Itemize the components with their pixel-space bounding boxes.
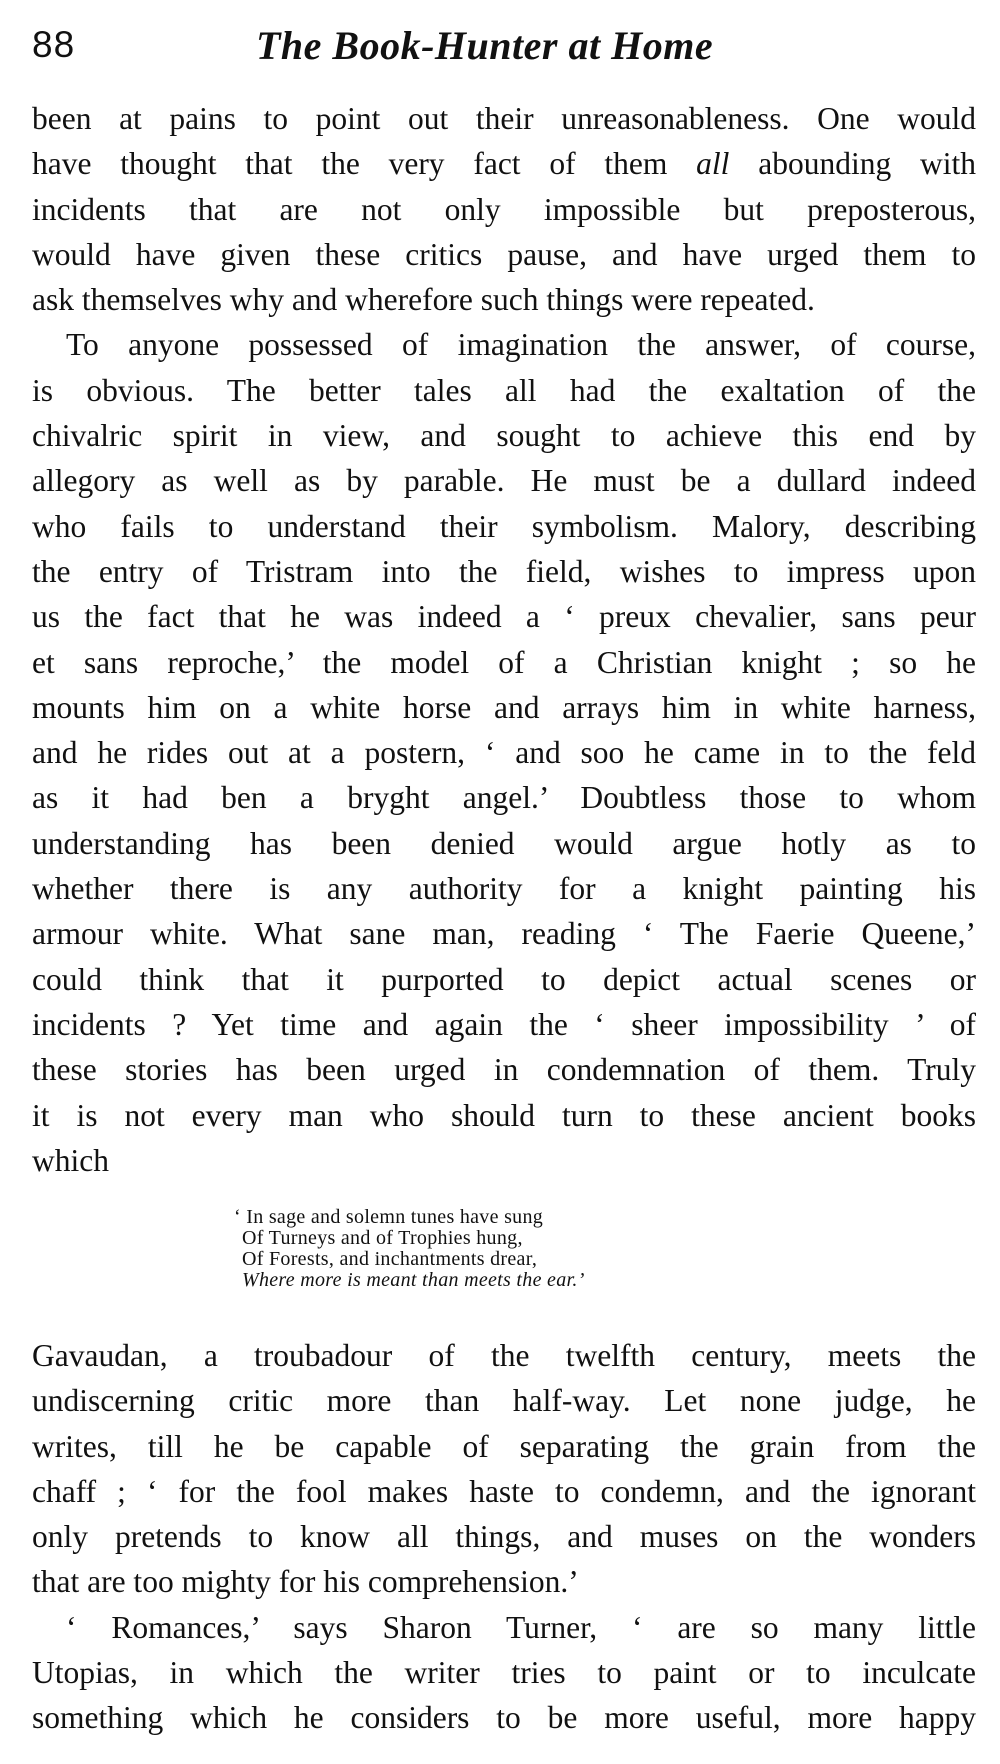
text-line: these stories has been urged in condemnation of them. Truly [32, 1052, 976, 1088]
verse-line: Of Turneys and of Trophies hung, [242, 1227, 523, 1249]
text-line: ask themselves why and wherefore such things were repeated. [32, 282, 815, 318]
text-line: the entry of Tristram into the field, wishes to impress upon [32, 553, 976, 589]
verse-line: Where more is meant than meets the ear.’ [242, 1269, 585, 1291]
text-line: armour white. What sane man, reading ‘ The Faerie Queene,’ [32, 916, 976, 952]
text-line: would have given these critics pause, and have urged them to [32, 236, 976, 272]
text-line [32, 141, 976, 186]
text-segment: have thought that the very fact of them [32, 146, 697, 182]
text-line: as it had ben a bryght angel.’ Doubtless those to whom [32, 780, 976, 816]
text-line: ‘ Romances,’ says Sharon Turner, ‘ are so many little [66, 1609, 976, 1645]
emphasis-all: all [696, 146, 730, 182]
text-line: whether there is any authority for a knight painting his [32, 871, 976, 907]
text-line: allegory as well as by parable. He must be a dullard indeed [32, 463, 976, 499]
running-head [32, 22, 976, 78]
text-segment: abounding with [729, 146, 976, 182]
verse-line: ‘ In sage and solemn tunes have sung [234, 1206, 544, 1228]
text-line: that are too mighty for his comprehension.’ [32, 1564, 579, 1600]
text-line: chaff ; ‘ for the fool makes haste to condemn, and the ignorant [32, 1473, 976, 1509]
text-line: undiscerning critic more than half-way. Let none judge, he [32, 1383, 976, 1419]
text-line: only pretends to know all things, and muses on the wonders [32, 1519, 976, 1555]
text-line: which [32, 1142, 109, 1178]
text-line: To anyone possessed of imagination the answer, of course, [66, 327, 976, 363]
text-line: Utopias, in which the writer tries to paint or to inculcate [32, 1655, 976, 1691]
verse-line: Of Forests, and inchantments drear, [242, 1248, 538, 1270]
text-line: is obvious. The better tales all had the exaltation of the [32, 372, 976, 408]
text-line: understanding has been denied would argue hotly as to [32, 825, 976, 861]
text-line: something which he considers to be more useful, more happy [32, 1700, 976, 1736]
text-line: incidents that are not only impossible but preposterous, [32, 191, 976, 227]
body-text-bottom [32, 1333, 976, 1741]
text-line: been at pains to point out their unreasonableness. One would [32, 101, 976, 136]
text-line: us the fact that he was indeed a ‘ preux chevalier, sans peur [32, 599, 976, 635]
text-line: writes, till he be capable of separating the grain from the [32, 1428, 976, 1464]
text-line: who fails to understand their symbolism. Malory, describing [32, 508, 976, 544]
text-line: mounts him on a white horse and arrays him in white harness, [32, 689, 976, 725]
text-line: incidents ? Yet time and again the ‘ sheer impossibility ’ of [32, 1006, 976, 1042]
text-line: Gavaudan, a troubadour of the twelfth century, meets the [32, 1338, 976, 1373]
text-line: chivalric spirit in view, and sought to achieve this end by [32, 418, 976, 454]
body-text-top [32, 96, 976, 1183]
text-line: et sans reproche,’ the model of a Christian knight ; so he [32, 644, 976, 680]
page-number: 88 [32, 24, 76, 65]
text-line: could think that it purported to depict actual scenes or [32, 961, 976, 997]
text-line: it is not every man who should turn to these ancient books [32, 1097, 976, 1133]
verse-quotation [234, 1207, 794, 1291]
book-title: The Book-Hunter at Home [256, 23, 714, 68]
text-line: and he rides out at a postern, ‘ and soo he came in to the feld [32, 735, 976, 771]
